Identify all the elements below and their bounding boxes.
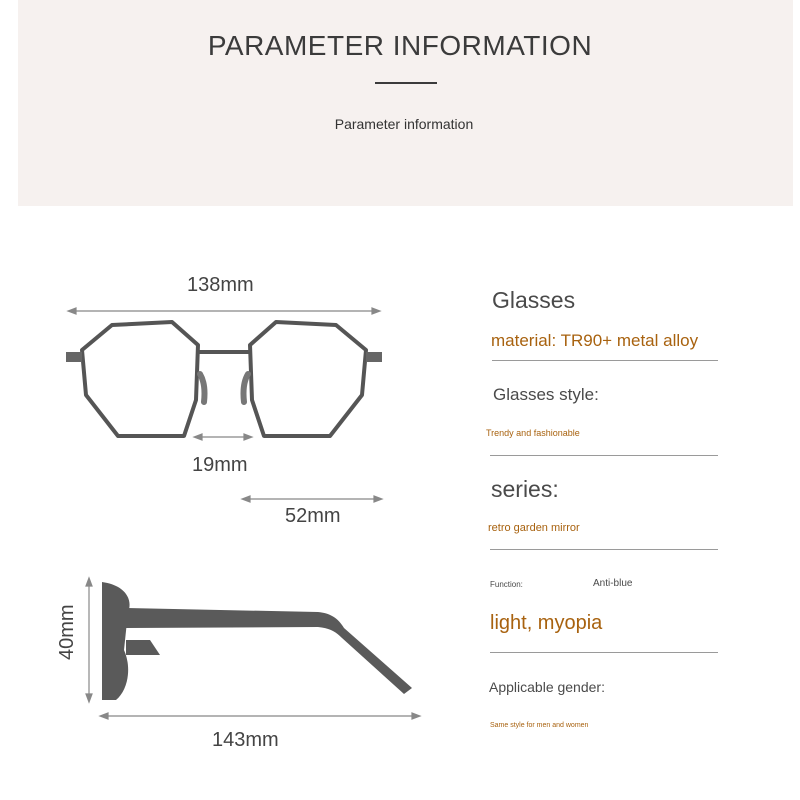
gender-heading: Applicable gender: — [489, 679, 605, 695]
function-value: Anti-blue — [593, 578, 633, 589]
glasses-heading: Glasses — [492, 287, 576, 313]
bridge-width-label: 19mm — [192, 454, 248, 476]
page-title: PARAMETER INFORMATION — [207, 30, 593, 61]
total-width-label: 138mm — [187, 274, 254, 296]
lens-height-label: 40mm — [56, 604, 78, 660]
temple-length-label: 143mm — [212, 729, 279, 751]
page-subtitle: Parameter information — [334, 116, 474, 132]
divider — [490, 652, 718, 653]
style-value: Trendy and fashionable — [486, 428, 580, 438]
divider — [490, 455, 718, 456]
style-heading: Glasses style: — [493, 385, 599, 404]
divider — [492, 360, 718, 361]
series-value: retro garden mirror — [488, 522, 580, 534]
material-value: material: TR90+ metal alloy — [491, 331, 699, 350]
function-value-2: light, myopia — [490, 612, 603, 634]
gender-value: Same style for men and women — [490, 722, 589, 729]
divider — [490, 549, 718, 550]
series-heading: series: — [491, 476, 559, 502]
function-heading: Function: — [490, 580, 523, 589]
lens-width-label: 52mm — [285, 505, 341, 527]
